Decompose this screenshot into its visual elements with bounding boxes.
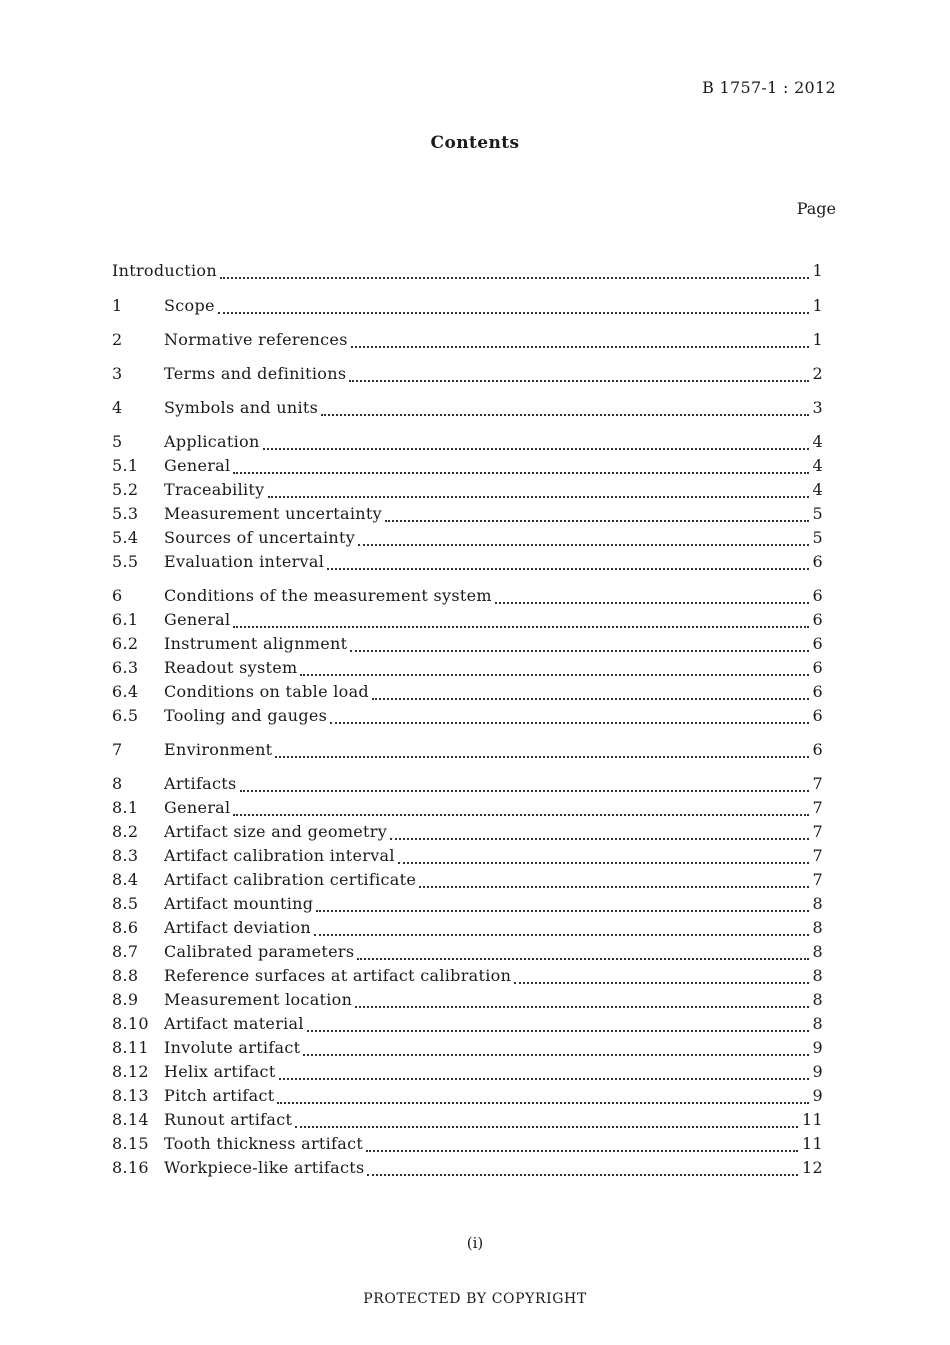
page-column-label: Page	[796, 199, 836, 218]
toc-entry-title: Artifact calibration interval	[164, 846, 395, 865]
toc-entry[interactable]	[112, 1086, 823, 1110]
toc-entry[interactable]	[112, 870, 823, 894]
toc-entry-title: Artifacts	[164, 774, 237, 793]
dot-leader	[277, 1086, 810, 1110]
toc-entry-title: Pitch artifact	[164, 1086, 275, 1105]
toc-entry-number: 4	[112, 398, 123, 417]
toc-entry-title: Helix artifact	[164, 1062, 276, 1081]
toc-entry-page: 7	[812, 822, 823, 841]
toc-entry[interactable]	[112, 364, 823, 388]
toc-entry-page: 9	[812, 1086, 823, 1105]
dot-leader	[279, 1062, 811, 1086]
toc-entry[interactable]	[112, 1014, 823, 1038]
toc-entry-title: Tooth thickness artifact	[164, 1134, 364, 1153]
toc-entry[interactable]	[112, 682, 823, 706]
toc-entry-title: Symbols and units	[164, 398, 319, 417]
toc-entry[interactable]	[112, 610, 823, 634]
toc-entry-page: 7	[812, 774, 823, 793]
toc-entry-number: 8.14	[112, 1110, 149, 1129]
dot-leader	[366, 1134, 800, 1158]
toc-entry-number: 6	[112, 586, 123, 605]
toc-entry[interactable]	[112, 846, 823, 870]
toc-entry[interactable]	[112, 528, 823, 552]
toc-entry-number: 8.7	[112, 942, 139, 961]
dot-leader	[385, 504, 811, 528]
dot-leader	[314, 918, 811, 942]
toc-entry-page: 6	[812, 634, 823, 653]
copyright-footer: PROTECTED BY COPYRIGHT	[363, 1291, 587, 1307]
toc-entry-number: 5.4	[112, 528, 139, 547]
toc-entry-title: Workpiece-like artifacts	[164, 1158, 365, 1177]
dot-leader	[327, 552, 810, 576]
toc-entry-number: 8.15	[112, 1134, 149, 1153]
toc-entry[interactable]	[112, 634, 823, 658]
toc-entry-number: 5.5	[112, 552, 139, 571]
toc-entry-number: 8.4	[112, 870, 139, 889]
toc-entry-page: 3	[812, 398, 823, 417]
page-title: Contents	[430, 133, 520, 153]
toc-entry[interactable]	[112, 261, 823, 285]
toc-entry-number: 8.16	[112, 1158, 149, 1177]
toc-entry-page: 7	[812, 870, 823, 889]
toc-entry-number: 8.12	[112, 1062, 149, 1081]
toc-entry-number: 6.3	[112, 658, 139, 677]
toc-entry-title: Measurement location	[164, 990, 353, 1009]
toc-entry[interactable]	[112, 1134, 823, 1158]
dot-leader	[240, 774, 811, 798]
dot-leader	[495, 586, 811, 610]
toc-entry-page: 6	[812, 706, 823, 725]
toc-entry-title: Environment	[164, 740, 273, 759]
dot-leader	[275, 740, 810, 764]
toc-entry-page: 5	[812, 528, 823, 547]
toc-entry-page: 4	[812, 456, 823, 475]
toc-entry-page: 8	[812, 990, 823, 1009]
toc-entry-title: Application	[164, 432, 260, 451]
toc-entry-title: Traceability	[164, 480, 265, 499]
toc-entry-number: 6.2	[112, 634, 139, 653]
toc-entry[interactable]	[112, 398, 823, 422]
toc-entry[interactable]	[112, 966, 823, 990]
toc-entry-page: 8	[812, 1014, 823, 1033]
dot-leader	[351, 330, 811, 354]
toc-entry[interactable]	[112, 586, 823, 610]
toc-entry-page: 8	[812, 966, 823, 985]
toc-entry-page: 6	[812, 682, 823, 701]
toc-entry[interactable]	[112, 798, 823, 822]
toc-entry-page: 8	[812, 918, 823, 937]
toc-entry-title: Introduction	[112, 261, 217, 280]
toc-entry-title: Evaluation interval	[164, 552, 325, 571]
toc-entry-page: 6	[812, 552, 823, 571]
toc-entry-page: 6	[812, 610, 823, 629]
toc-entry-number: 8.9	[112, 990, 139, 1009]
toc-entry-title: Artifact material	[164, 1014, 304, 1033]
toc-entry[interactable]	[112, 1158, 823, 1182]
toc-entry-number: 5.2	[112, 480, 139, 499]
toc-entry-page: 9	[812, 1038, 823, 1057]
dot-leader	[321, 398, 810, 422]
toc-entry[interactable]	[112, 740, 823, 764]
toc-entry-number: 2	[112, 330, 123, 349]
toc-entry-page: 8	[812, 894, 823, 913]
toc-entry-title: Artifact mounting	[164, 894, 314, 913]
toc-entry[interactable]	[112, 774, 823, 798]
toc-entry-number: 8.1	[112, 798, 139, 817]
toc-entry[interactable]	[112, 552, 823, 576]
toc-entry[interactable]	[112, 432, 823, 456]
toc-entry[interactable]	[112, 706, 823, 730]
dot-leader	[367, 1158, 800, 1182]
toc-entry-number: 8.10	[112, 1014, 149, 1033]
toc-entry-number: 5.3	[112, 504, 139, 523]
toc-entry[interactable]	[112, 330, 823, 354]
dot-leader	[218, 296, 811, 320]
toc-entry-page: 6	[812, 586, 823, 605]
toc-entry-number: 1	[112, 296, 123, 315]
toc-entry[interactable]	[112, 296, 823, 320]
page-folio: (i)	[466, 1234, 484, 1252]
toc-entry-number: 6.5	[112, 706, 139, 725]
dot-leader	[220, 261, 811, 285]
dot-leader	[263, 432, 811, 456]
dot-leader	[233, 610, 810, 634]
toc-entry-title: Runout artifact	[164, 1110, 293, 1129]
toc-entry-title: Conditions of the measurement system	[164, 586, 492, 605]
dot-leader	[233, 798, 810, 822]
toc-entry[interactable]	[112, 990, 823, 1014]
toc-entry[interactable]	[112, 1062, 823, 1086]
dot-leader	[295, 1110, 800, 1134]
toc-entry-title: General	[164, 456, 231, 475]
dot-leader	[514, 966, 810, 990]
dot-leader	[316, 894, 810, 918]
toc-entry-title: Instrument alignment	[164, 634, 348, 653]
toc-entry-page: 7	[812, 846, 823, 865]
toc-entry-title: Sources of uncertainty	[164, 528, 356, 547]
toc-entry-title: Artifact deviation	[164, 918, 311, 937]
toc-entry-title: Involute artifact	[164, 1038, 301, 1057]
dot-leader	[233, 456, 810, 480]
toc-entry-title: Tooling and gauges	[164, 706, 328, 725]
toc-entry[interactable]	[112, 942, 823, 966]
toc-entry-page: 1	[812, 296, 823, 315]
toc-entry-title: Terms and definitions	[164, 364, 347, 383]
toc-entry-title: Artifact calibration certificate	[164, 870, 417, 889]
toc-entry-title: General	[164, 798, 231, 817]
toc-entry-number: 8.13	[112, 1086, 149, 1105]
toc-entry-title: General	[164, 610, 231, 629]
toc-entry-title: Scope	[164, 296, 215, 315]
dot-leader	[419, 870, 810, 894]
dot-leader	[349, 364, 810, 388]
toc-entry-number: 8.2	[112, 822, 139, 841]
toc-entry[interactable]	[112, 504, 823, 528]
dot-leader	[307, 1014, 811, 1038]
toc-entry-number: 6.4	[112, 682, 139, 701]
toc-entry-title: Reference surfaces at artifact calibration	[164, 966, 512, 985]
toc-entry-page: 4	[812, 480, 823, 499]
dot-leader	[350, 634, 810, 658]
toc-entry-number: 8.8	[112, 966, 139, 985]
toc-entry[interactable]	[112, 918, 823, 942]
toc-entry[interactable]	[112, 894, 823, 918]
toc-entry-number: 8.6	[112, 918, 139, 937]
dot-leader	[268, 480, 811, 504]
dot-leader	[355, 990, 810, 1014]
toc-entry[interactable]	[112, 480, 823, 504]
toc-entry-page: 6	[812, 740, 823, 759]
dot-leader	[330, 706, 810, 730]
toc-entry-page: 5	[812, 504, 823, 523]
toc-entry-title: Readout system	[164, 658, 298, 677]
toc-entry-title: Calibrated parameters	[164, 942, 355, 961]
dot-leader	[300, 658, 810, 682]
toc-entry-title: Measurement uncertainty	[164, 504, 382, 523]
toc-entry-number: 6.1	[112, 610, 139, 629]
toc-entry-number: 5.1	[112, 456, 139, 475]
toc-entry-number: 5	[112, 432, 123, 451]
toc-entry[interactable]	[112, 822, 823, 846]
toc-entry[interactable]	[112, 1038, 823, 1062]
toc-entry-number: 8.3	[112, 846, 139, 865]
toc-entry-title: Normative references	[164, 330, 348, 349]
toc-entry-page: 8	[812, 942, 823, 961]
toc-entry-page: 2	[812, 364, 823, 383]
dot-leader	[372, 682, 811, 706]
toc-entry-number: 8	[112, 774, 123, 793]
toc-entry-page: 6	[812, 658, 823, 677]
toc-entry-page: 11	[802, 1134, 823, 1153]
dot-leader	[398, 846, 811, 870]
toc-entry-page: 1	[812, 330, 823, 349]
toc-entry-number: 8.5	[112, 894, 139, 913]
toc-entry-page: 9	[812, 1062, 823, 1081]
toc-entry[interactable]	[112, 456, 823, 480]
toc-entry-title: Artifact size and geometry	[164, 822, 388, 841]
toc-entry-number: 8.11	[112, 1038, 149, 1057]
toc-entry-number: 3	[112, 364, 123, 383]
toc-entry-page: 12	[802, 1158, 823, 1177]
toc-entry-page: 7	[812, 798, 823, 817]
dot-leader	[390, 822, 810, 846]
toc-entry-page: 4	[812, 432, 823, 451]
document-id: B 1757-1 : 2012	[702, 78, 836, 97]
dot-leader	[357, 942, 810, 966]
toc-entry-title: Conditions on table load	[164, 682, 369, 701]
toc-entry[interactable]	[112, 1110, 823, 1134]
toc-entry-number: 7	[112, 740, 123, 759]
toc-entry-page: 1	[812, 261, 823, 280]
dot-leader	[303, 1038, 810, 1062]
toc-entry-page: 11	[802, 1110, 823, 1129]
dot-leader	[358, 528, 810, 552]
toc-entry[interactable]	[112, 658, 823, 682]
